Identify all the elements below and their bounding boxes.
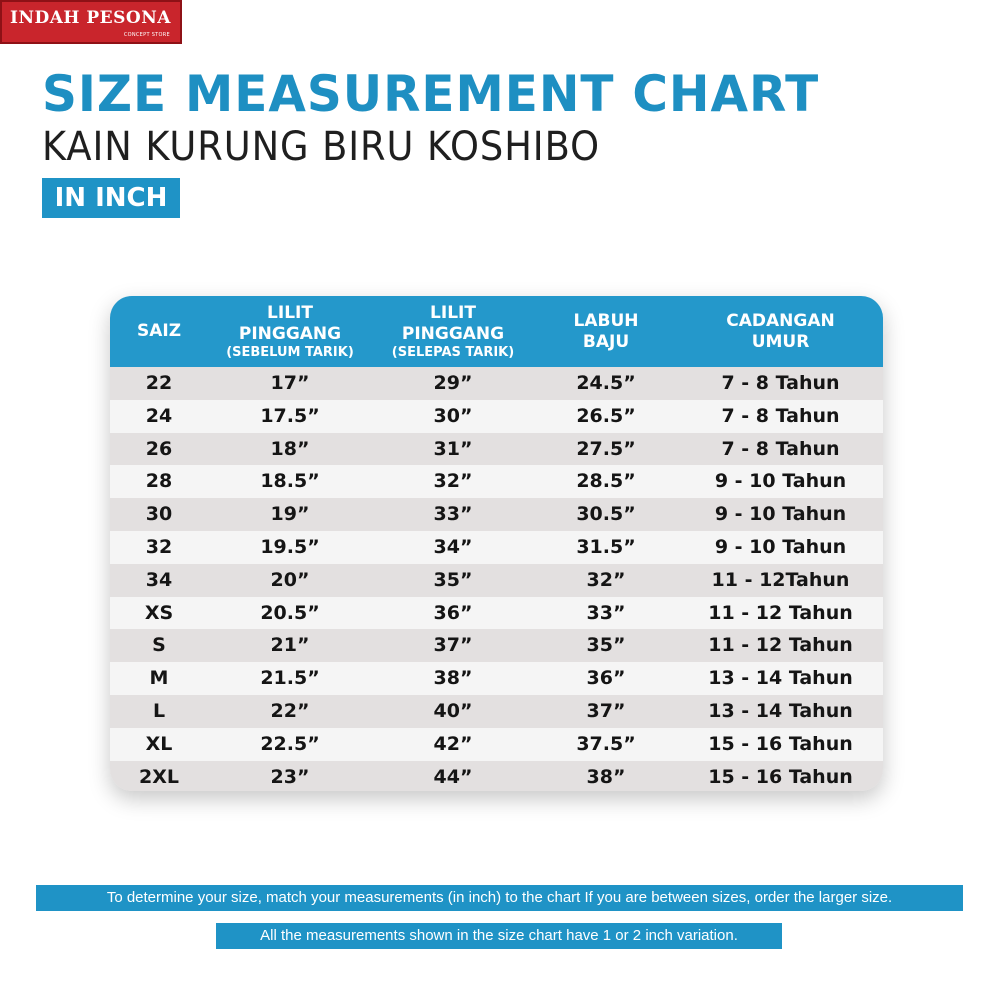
table-cell: 30” xyxy=(433,404,473,427)
table-cell: 2XL xyxy=(139,765,179,788)
size-table xyxy=(110,296,883,791)
variation-note: All the measurements shown in the size chart have 1 or 2 inch variation. xyxy=(216,923,782,949)
table-cell: 33” xyxy=(433,503,473,526)
table-cell: 17.5” xyxy=(260,404,320,427)
page-title: SIZE MEASUREMENT CHART xyxy=(42,65,820,123)
table-cell: 15 - 16 Tahun xyxy=(708,732,853,755)
column-header-line: BAJU xyxy=(582,331,630,352)
table-cell: 36” xyxy=(586,667,626,690)
column-header-saiz xyxy=(110,296,208,367)
table-cell: 21.5” xyxy=(260,667,320,690)
table-cell: 35” xyxy=(433,568,473,591)
table-row xyxy=(110,531,883,564)
table-cell: 9 - 10 Tahun xyxy=(714,503,847,526)
brand-tagline: CONCEPT STORE xyxy=(123,32,170,38)
table-cell: 31” xyxy=(433,437,473,460)
table-cell: 28 xyxy=(145,470,173,493)
column-header-line: LILIT xyxy=(267,303,313,323)
table-cell: 19.5” xyxy=(260,536,320,558)
table-cell: 35” xyxy=(586,634,626,657)
table-cell: 30 xyxy=(145,503,173,526)
table-cell: 38” xyxy=(586,765,626,788)
table-cell: S xyxy=(152,634,166,657)
table-row xyxy=(110,498,883,531)
table-cell: 34 xyxy=(145,568,173,591)
table-row xyxy=(110,728,883,761)
table-cell: XL xyxy=(145,732,173,755)
column-header-line: SAIZ xyxy=(136,321,182,341)
table-cell: 32” xyxy=(433,470,473,493)
table-cell: 32 xyxy=(145,536,173,558)
table-cell: 27.5” xyxy=(576,437,636,460)
unit-badge: IN INCH xyxy=(42,178,180,218)
table-cell: 22” xyxy=(270,700,310,722)
table-cell: 26.5” xyxy=(576,404,636,427)
table-cell: 37.5” xyxy=(576,732,636,755)
table-cell: 19” xyxy=(270,503,310,526)
table-cell: 24.5” xyxy=(576,372,636,394)
page-subtitle: KAIN KURUNG BIRU KOSHIBO xyxy=(42,124,600,170)
table-row xyxy=(110,695,883,728)
table-cell: 21” xyxy=(270,634,310,657)
table-cell: 37” xyxy=(433,634,473,657)
column-header-note: (SEBELUM TARIK) xyxy=(226,345,354,360)
table-cell: 42” xyxy=(433,732,473,755)
table-cell: 37” xyxy=(586,700,626,722)
table-cell: 7 - 8 Tahun xyxy=(721,372,840,394)
column-header-line: LILIT xyxy=(430,303,476,323)
brand-logo xyxy=(0,0,182,44)
table-header xyxy=(110,296,883,367)
table-row xyxy=(110,433,883,466)
table-cell: 17” xyxy=(270,372,310,394)
table-cell: 24 xyxy=(145,404,173,427)
column-header-note: (SELEPAS TARIK) xyxy=(391,345,515,360)
table-cell: 31.5” xyxy=(576,536,636,558)
table-row xyxy=(110,564,883,597)
table-row xyxy=(110,400,883,433)
table-cell: XS xyxy=(144,601,174,624)
table-row xyxy=(110,465,883,498)
table-cell: 9 - 10 Tahun xyxy=(714,536,847,558)
table-cell: 18.5” xyxy=(260,470,320,493)
table-cell: 23” xyxy=(270,765,310,788)
column-header-length xyxy=(534,296,678,367)
table-cell: 30.5” xyxy=(576,503,636,526)
table-cell: 11 - 12 Tahun xyxy=(708,634,853,657)
table-cell: 28.5” xyxy=(576,470,636,493)
table-cell: L xyxy=(152,700,166,722)
table-cell: 13 - 14 Tahun xyxy=(708,700,853,722)
table-row xyxy=(110,629,883,662)
table-cell: 34” xyxy=(433,536,473,558)
table-cell: 13 - 14 Tahun xyxy=(708,667,853,690)
table-cell: 22 xyxy=(145,372,173,394)
column-header-waist-before xyxy=(208,296,372,367)
table-row xyxy=(110,597,883,630)
table-cell: 44” xyxy=(433,765,473,788)
table-cell: 11 - 12Tahun xyxy=(711,568,850,591)
table-cell: 36” xyxy=(433,601,473,624)
table-cell: M xyxy=(149,667,169,690)
table-row xyxy=(110,761,883,791)
column-header-line: PINGGANG xyxy=(401,324,505,344)
table-cell: 18” xyxy=(270,437,310,460)
table-row xyxy=(110,367,883,400)
table-row xyxy=(110,662,883,695)
table-cell: 32” xyxy=(586,568,626,591)
column-header-waist-after xyxy=(372,296,534,367)
table-cell: 29” xyxy=(433,372,473,394)
column-header-line: CADANGAN xyxy=(726,310,835,331)
column-header-line: PINGGANG xyxy=(238,324,342,344)
table-cell: 33” xyxy=(586,601,626,624)
table-cell: 40” xyxy=(433,700,473,722)
table-cell: 38” xyxy=(433,667,473,690)
brand-name: INDAH PESONA xyxy=(10,8,171,28)
table-cell: 7 - 8 Tahun xyxy=(721,404,840,427)
column-header-line: UMUR xyxy=(751,331,810,352)
column-header-age xyxy=(678,296,883,367)
table-cell: 15 - 16 Tahun xyxy=(708,765,853,788)
table-cell: 7 - 8 Tahun xyxy=(721,437,840,460)
table-cell: 22.5” xyxy=(260,732,320,755)
table-cell: 9 - 10 Tahun xyxy=(714,470,847,493)
table-cell: 20” xyxy=(270,568,310,591)
fit-note: To determine your size, match your measurements (in inch) to the chart If you are between sizes, order the larger size. xyxy=(36,885,963,911)
column-header-line: LABUH xyxy=(573,310,639,331)
table-cell: 11 - 12 Tahun xyxy=(708,601,853,624)
table-cell: 26 xyxy=(145,437,173,460)
table-cell: 20.5” xyxy=(260,601,320,624)
